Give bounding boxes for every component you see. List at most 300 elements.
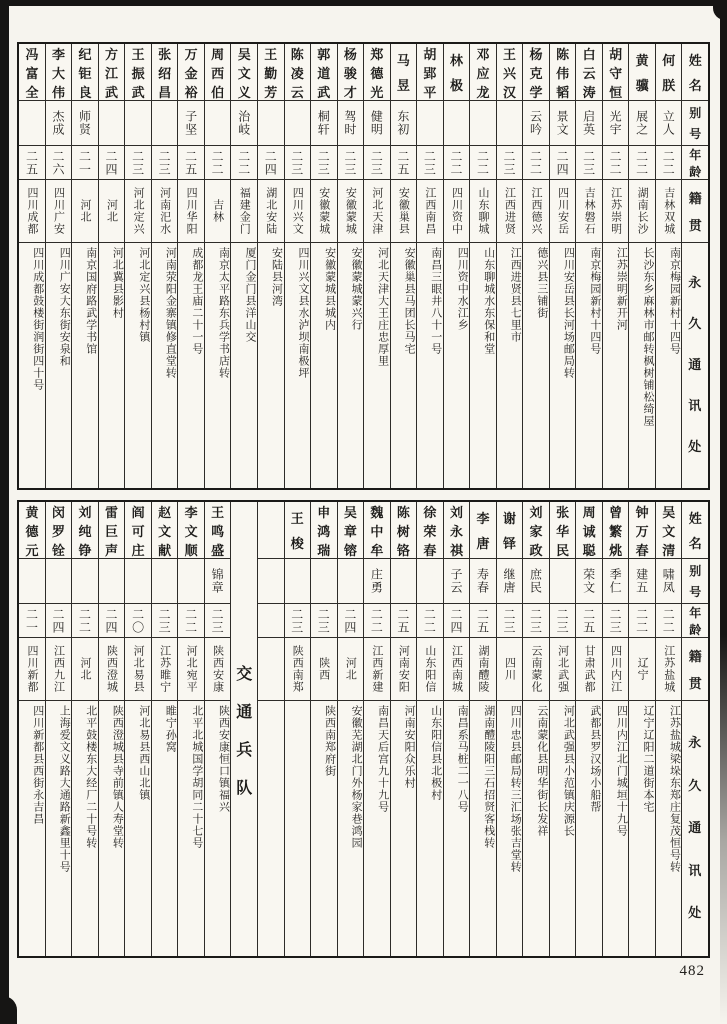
person-alias: 季仁 — [603, 559, 629, 604]
person-alias — [125, 559, 151, 604]
person-age: 二五 — [178, 146, 204, 180]
person-name: 林 极 — [444, 44, 470, 101]
person-address: 安徽巢县马团长马宅 — [403, 247, 416, 355]
person-column — [124, 44, 151, 488]
person-column — [602, 502, 629, 956]
person-address: 江苏崇明新开河 — [615, 247, 628, 331]
person-address: 南京国府路武学书馆 — [84, 247, 97, 355]
person-column — [655, 44, 682, 488]
person-age: 二三 — [285, 146, 311, 180]
person-alias — [178, 559, 204, 604]
person-name: 吴 章 镕 — [338, 502, 364, 559]
person-age: 二三 — [523, 604, 549, 638]
person-origin: 江西德兴 — [523, 180, 549, 243]
unit-label: 交 通 兵 队 — [236, 665, 253, 797]
person-origin: 河北天津 — [364, 180, 390, 243]
person-origin: 河北武强 — [550, 638, 576, 701]
person-alias — [417, 559, 443, 604]
header-alias-label: 别 号 — [682, 101, 708, 146]
person-address — [258, 701, 284, 956]
person-origin: 河北定兴 — [125, 180, 151, 243]
person-age: 二二 — [417, 604, 443, 638]
person-column — [124, 502, 151, 956]
person-name: 王 勤 芳 — [258, 44, 284, 101]
person-name: 闵 罗 铨 — [46, 502, 72, 559]
person-name: 陈 伟 韬 — [550, 44, 576, 101]
person-name: 纪 钜 良 — [72, 44, 98, 101]
person-address: 睢宁孙窝 — [164, 705, 177, 753]
person-column — [310, 44, 337, 488]
person-column — [98, 502, 125, 956]
person-column — [549, 502, 576, 956]
person-address: 四川兴文县水泸坝南极坪 — [297, 247, 310, 379]
person-age: 二二 — [656, 146, 682, 180]
person-address: 四川广安大东街安泉和 — [58, 247, 71, 367]
person-age: 二三 — [338, 146, 364, 180]
person-column — [390, 502, 417, 956]
person-address: 陕西安康恒口镇福兴 — [217, 705, 230, 813]
person-age: 二五 — [391, 604, 417, 638]
person-name: 赵 文 献 — [152, 502, 178, 559]
person-alias: 云吟 — [523, 101, 549, 146]
person-address — [285, 701, 311, 956]
person-address: 南昌三眼井八十一号 — [429, 247, 442, 355]
person-name: 万 金 裕 — [178, 44, 204, 101]
person-name: 陈 树 铬 — [391, 502, 417, 559]
person-address: 武都县罗汉场小船帮 — [588, 705, 601, 813]
person-alias: 光宇 — [603, 101, 629, 146]
person-age: 二五 — [19, 146, 45, 180]
person-name: 李 文 顺 — [178, 502, 204, 559]
person-origin: 河北易县 — [125, 638, 151, 701]
person-alias — [99, 559, 125, 604]
person-column — [443, 502, 470, 956]
person-address: 四川成都鼓楼街润街四十号 — [31, 247, 44, 391]
person-age: 二四 — [444, 604, 470, 638]
person-alias — [258, 559, 284, 604]
person-origin: 山东聊城 — [470, 180, 496, 243]
person-age: 二三 — [417, 146, 443, 180]
person-origin: 江西九江 — [46, 638, 72, 701]
person-origin: 陕西安康 — [205, 638, 231, 701]
person-column — [177, 502, 204, 956]
person-alias — [311, 559, 337, 604]
header-origin-label: 籍 贯 — [682, 638, 708, 701]
person-column — [257, 502, 284, 956]
person-address: 安徽蒙城蒙兴行 — [350, 247, 363, 331]
person-alias — [152, 559, 178, 604]
person-address: 河北武强县小范镇庆源长 — [562, 705, 575, 837]
person-age: 二三 — [311, 146, 337, 180]
person-age: 二六 — [46, 146, 72, 180]
person-column — [363, 44, 390, 488]
header-age-label: 年 龄 — [682, 604, 708, 638]
person-origin: 吉林磐石 — [576, 180, 602, 243]
person-age: 二三 — [152, 604, 178, 638]
person-address: 云南蒙化县明华街长发祥 — [535, 705, 548, 837]
person-name: 胡 郢 平 — [417, 44, 443, 101]
person-address: 安徽芜湖北门外杨家巷鸿园 — [350, 705, 363, 849]
person-address: 河北易县西山北镇 — [137, 705, 150, 801]
person-column — [19, 44, 45, 488]
person-age: 二三 — [497, 146, 523, 180]
person-name: 杨 骏 才 — [338, 44, 364, 101]
person-alias: 展之 — [629, 101, 655, 146]
person-address: 厦门金门县洋山交 — [243, 247, 256, 343]
person-column — [204, 502, 231, 956]
person-name: 钟 万 春 — [629, 502, 655, 559]
person-age: 二二 — [231, 146, 257, 180]
scan-edge-left — [0, 0, 9, 1024]
person-address: 南昌天后宫九十九号 — [376, 705, 389, 813]
person-alias — [19, 101, 45, 146]
person-alias: 庄勇 — [364, 559, 390, 604]
header-age-label: 年 龄 — [682, 146, 708, 180]
person-origin: 湖北安陆 — [258, 180, 284, 243]
person-origin: 陕西澄城 — [99, 638, 125, 701]
person-origin: 吉林 — [205, 180, 231, 243]
person-alias: 寿春 — [470, 559, 496, 604]
person-age: 二五 — [391, 146, 417, 180]
person-name: 申 鸿 瑞 — [311, 502, 337, 559]
person-address: 陕西南郑府街 — [323, 705, 336, 777]
person-age: 二三 — [364, 146, 390, 180]
person-column — [655, 502, 682, 956]
person-age: 二四 — [46, 604, 72, 638]
person-alias — [497, 101, 523, 146]
person-column — [469, 44, 496, 488]
person-age: 二四 — [99, 146, 125, 180]
person-alias — [391, 559, 417, 604]
person-origin — [258, 638, 284, 701]
person-age: 二二 — [523, 146, 549, 180]
person-address: 安徽蒙城县城内 — [323, 247, 336, 331]
person-alias: 子云 — [444, 559, 470, 604]
person-name: 邓 应 龙 — [470, 44, 496, 101]
person-alias — [99, 101, 125, 146]
person-alias — [125, 101, 151, 146]
person-origin: 河北 — [99, 180, 125, 243]
person-alias — [470, 101, 496, 146]
person-age: 二二 — [364, 604, 390, 638]
header-name-label: 姓 名 — [682, 502, 708, 559]
person-age: 二五 — [576, 604, 602, 638]
header-address-label: 永 久 通 讯 处 — [688, 735, 703, 921]
person-column — [19, 502, 45, 956]
person-alias: 庶民 — [523, 559, 549, 604]
person-age: 二二 — [629, 604, 655, 638]
person-address: 河北定兴县杨村镇 — [137, 247, 150, 343]
person-age: 二四 — [99, 604, 125, 638]
person-alias: 子坚 — [178, 101, 204, 146]
person-name: 王 鸣 盛 — [205, 502, 231, 559]
person-address: 河南荥阳金寨镇修直堂转 — [164, 247, 177, 379]
person-age: 二三 — [603, 604, 629, 638]
person-name: 周 诚 聪 — [576, 502, 602, 559]
person-name: 马 昱 — [391, 44, 417, 101]
person-column — [310, 502, 337, 956]
person-origin: 云南蒙化 — [523, 638, 549, 701]
person-alias — [19, 559, 45, 604]
person-age: 二二 — [178, 604, 204, 638]
unit-column — [230, 502, 257, 956]
person-alias: 东初 — [391, 101, 417, 146]
person-origin: 四川 — [497, 638, 523, 701]
person-column — [257, 44, 284, 488]
person-address: 上海爱文义路大通路新鑫里十号 — [58, 705, 71, 873]
person-column — [284, 44, 311, 488]
person-alias: 健明 — [364, 101, 390, 146]
scan-blotch-bottom-left — [0, 996, 17, 1024]
person-origin: 辽宁 — [629, 638, 655, 701]
person-origin: 陕西 — [311, 638, 337, 701]
person-origin: 四川资中 — [444, 180, 470, 243]
person-alias: 荣文 — [576, 559, 602, 604]
person-alias — [285, 559, 311, 604]
person-age: 二三 — [205, 604, 231, 638]
person-alias — [338, 559, 364, 604]
person-origin: 河北宛平 — [178, 638, 204, 701]
person-origin: 江苏盐城 — [656, 638, 682, 701]
person-name — [258, 502, 284, 559]
person-origin: 福建金门 — [231, 180, 257, 243]
person-age: 二四 — [338, 604, 364, 638]
scan-blotch-top-right — [713, 0, 727, 20]
person-column — [549, 44, 576, 488]
person-alias: 啸凤 — [656, 559, 682, 604]
person-age: 二〇 — [125, 604, 151, 638]
person-address: 湖南醴陵阳三石招贤客栈转 — [482, 705, 495, 849]
person-column — [522, 502, 549, 956]
person-origin: 湖南长沙 — [629, 180, 655, 243]
person-alias: 立人 — [656, 101, 682, 146]
person-address: 四川安岳县长河场邮局转 — [562, 247, 575, 379]
person-age: 二三 — [550, 604, 576, 638]
person-origin: 河南安阳 — [391, 638, 417, 701]
person-age: 二三 — [576, 146, 602, 180]
person-address: 河北冀县影村 — [111, 247, 124, 319]
person-address: 河南安阳众乐村 — [403, 705, 416, 789]
person-address: 四川新都县西街永吉昌 — [31, 705, 44, 825]
person-alias — [46, 559, 72, 604]
directory-table-bottom — [17, 500, 710, 958]
person-origin: 河北 — [338, 638, 364, 701]
person-age: 二四 — [550, 146, 576, 180]
person-origin: 江西南昌 — [417, 180, 443, 243]
person-age: 二二 — [603, 146, 629, 180]
person-address: 江苏盐城梁垛东郑庄复茂恒号转 — [668, 705, 681, 873]
person-name: 张 绍 昌 — [152, 44, 178, 101]
header-column — [681, 44, 708, 488]
person-origin: 四川新都 — [19, 638, 45, 701]
person-column — [602, 44, 629, 488]
person-name: 雷 巨 声 — [99, 502, 125, 559]
person-alias: 启英 — [576, 101, 602, 146]
person-origin: 安徽巢县 — [391, 180, 417, 243]
person-origin: 吉林双城 — [656, 180, 682, 243]
person-address: 长沙东乡麻林市邮转枫树铺松绮屋 — [641, 247, 654, 427]
person-origin: 江西进贤 — [497, 180, 523, 243]
person-column — [45, 44, 72, 488]
person-alias — [444, 101, 470, 146]
person-name: 刘 纯 铮 — [72, 502, 98, 559]
person-address: 南昌系马桩二一八号 — [456, 705, 469, 813]
person-age: 二一 — [72, 146, 98, 180]
person-name: 曾 繁 烑 — [603, 502, 629, 559]
person-column — [469, 502, 496, 956]
scan-edge-top — [0, 0, 727, 6]
person-address: 南京梅园新村十四号 — [588, 247, 601, 355]
person-address: 辽宁辽阳二道街本宅 — [641, 705, 654, 813]
person-address: 南京太平路东兵学书店转 — [217, 247, 230, 379]
person-column — [204, 44, 231, 488]
person-alias: 锦章 — [205, 559, 231, 604]
person-origin: 湖南醴陵 — [470, 638, 496, 701]
person-age: 二二 — [656, 604, 682, 638]
person-address: 山东阳信县北极村 — [429, 705, 442, 801]
person-name: 吴 文 清 — [656, 502, 682, 559]
person-column — [390, 44, 417, 488]
person-column — [71, 502, 98, 956]
person-column — [443, 44, 470, 488]
person-age: 二三 — [152, 146, 178, 180]
person-name: 陈 凌 云 — [285, 44, 311, 101]
person-address: 陕西澄城县寺前镇人寿堂转 — [111, 705, 124, 849]
person-alias: 景文 — [550, 101, 576, 146]
person-column — [45, 502, 72, 956]
person-name: 郭 道 武 — [311, 44, 337, 101]
person-origin: 四川兴文 — [285, 180, 311, 243]
person-origin: 山东阳信 — [417, 638, 443, 701]
person-name: 何 朕 — [656, 44, 682, 101]
person-origin: 四川内江 — [603, 638, 629, 701]
person-address: 河北天津大王庄忠厚里 — [376, 247, 389, 367]
person-name: 白 云 涛 — [576, 44, 602, 101]
person-origin: 四川广安 — [46, 180, 72, 243]
person-origin: 江苏睢宁 — [152, 638, 178, 701]
person-address: 江西进贤县七里市 — [509, 247, 522, 343]
person-origin: 四川华阳 — [178, 180, 204, 243]
person-column — [416, 44, 443, 488]
person-name: 吴 文 义 — [231, 44, 257, 101]
person-column — [177, 44, 204, 488]
person-address: 北平鼓楼东大经厂二十号转 — [84, 705, 97, 849]
person-name: 冯 富 全 — [19, 44, 45, 101]
person-age: 二五 — [470, 604, 496, 638]
person-column — [496, 502, 523, 956]
person-alias — [205, 101, 231, 146]
person-origin: 河北 — [72, 180, 98, 243]
person-origin: 江西新建 — [364, 638, 390, 701]
person-age: 二一 — [19, 604, 45, 638]
person-origin: 江西南城 — [444, 638, 470, 701]
person-origin: 四川安岳 — [550, 180, 576, 243]
person-origin: 四川成都 — [19, 180, 45, 243]
person-name: 刘 家 政 — [523, 502, 549, 559]
person-column — [575, 44, 602, 488]
person-alias: 建五 — [629, 559, 655, 604]
person-name: 王 梭 — [285, 502, 311, 559]
person-column — [496, 44, 523, 488]
person-name: 王 兴 汉 — [497, 44, 523, 101]
person-alias: 继唐 — [497, 559, 523, 604]
person-name: 周 西 伯 — [205, 44, 231, 101]
person-name: 李 大 伟 — [46, 44, 72, 101]
person-origin: 安徽蒙城 — [338, 180, 364, 243]
person-name: 刘 永 祺 — [444, 502, 470, 559]
person-name: 胡 守 恒 — [603, 44, 629, 101]
person-origin: 陕西南郑 — [285, 638, 311, 701]
person-origin: 甘肃武都 — [576, 638, 602, 701]
header-column — [681, 502, 708, 956]
person-address: 四川资中水江乡 — [456, 247, 469, 331]
header-name-label: 姓 名 — [682, 44, 708, 101]
person-address: 山东聊城水东保和堂 — [482, 247, 495, 355]
person-column — [337, 44, 364, 488]
person-age: 二二 — [205, 146, 231, 180]
person-age: 二二 — [444, 146, 470, 180]
person-name: 魏 中 牟 — [364, 502, 390, 559]
person-column — [151, 502, 178, 956]
directory-table-top — [17, 42, 710, 490]
person-column — [284, 502, 311, 956]
person-alias: 驾时 — [338, 101, 364, 146]
person-address: 四川忠县邮局转三汇场张吉堂转 — [509, 705, 522, 873]
person-alias: 师贤 — [72, 101, 98, 146]
person-alias: 杰成 — [46, 101, 72, 146]
person-column — [230, 44, 257, 488]
person-address: 成都龙王庙二十一号 — [190, 247, 203, 355]
person-column — [363, 502, 390, 956]
person-name: 郑 德 光 — [364, 44, 390, 101]
person-alias — [72, 559, 98, 604]
header-origin-label: 籍 贯 — [682, 180, 708, 243]
scan-edge-right — [720, 0, 727, 1024]
person-column — [337, 502, 364, 956]
person-address: 南京梅园新村十四号 — [668, 247, 681, 355]
header-address-label: 永 久 通 讯 处 — [688, 275, 703, 455]
person-origin: 河南汜水 — [152, 180, 178, 243]
person-alias: 治岐 — [231, 101, 257, 146]
person-column — [71, 44, 98, 488]
person-address: 北平北城国学胡同二十七号 — [190, 705, 203, 849]
person-name: 王 振 武 — [125, 44, 151, 101]
person-origin: 安徽蒙城 — [311, 180, 337, 243]
person-alias: 桐轩 — [311, 101, 337, 146]
person-age: 二三 — [125, 146, 151, 180]
person-alias — [417, 101, 443, 146]
person-alias — [285, 101, 311, 146]
person-column — [416, 502, 443, 956]
person-name: 阎 可 庄 — [125, 502, 151, 559]
person-age: 二四 — [258, 146, 284, 180]
page-number: 482 — [679, 963, 705, 979]
person-address: 四川内江北门城垣十九号 — [615, 705, 628, 837]
person-address: 安陆县河湾 — [270, 247, 283, 307]
person-age: 二三 — [497, 604, 523, 638]
person-column — [575, 502, 602, 956]
person-age: 二三 — [311, 604, 337, 638]
person-column — [151, 44, 178, 488]
person-column — [522, 44, 549, 488]
person-name: 谢 铎 — [497, 502, 523, 559]
person-age: 二二 — [72, 604, 98, 638]
person-name: 杨 克 学 — [523, 44, 549, 101]
person-name: 张 华 民 — [550, 502, 576, 559]
person-name: 方 江 武 — [99, 44, 125, 101]
person-address: 德兴县三铺街 — [535, 247, 548, 319]
person-origin: 江苏崇明 — [603, 180, 629, 243]
